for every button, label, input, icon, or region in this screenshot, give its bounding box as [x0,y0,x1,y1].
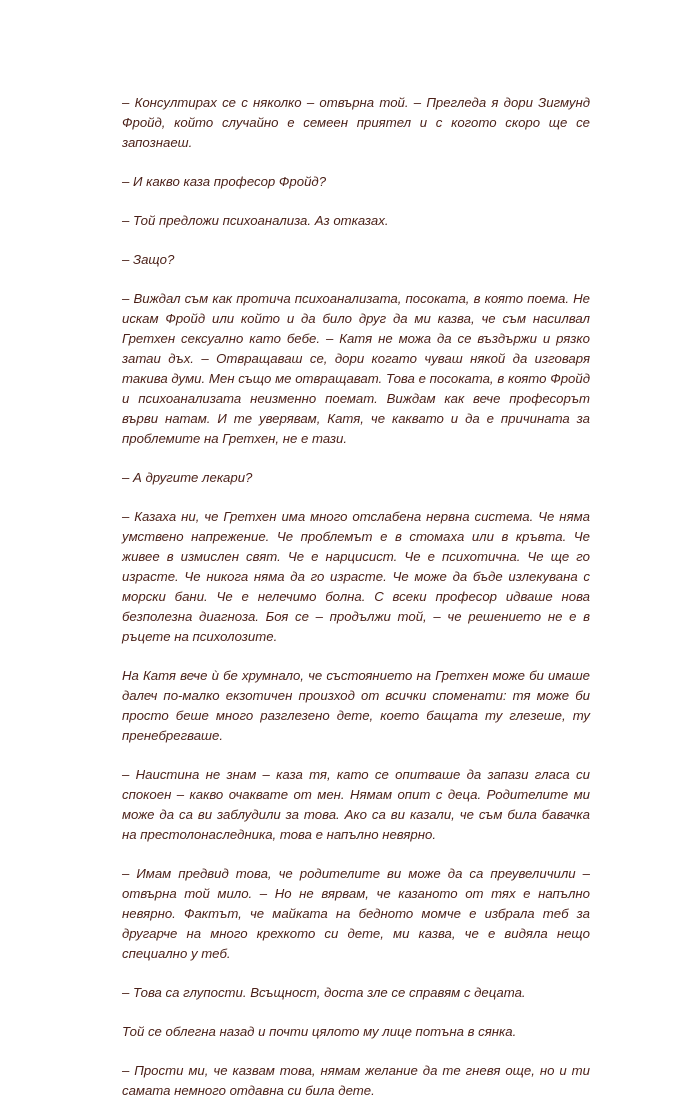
paragraph: Той се облегна назад и почти цялото му лице потъна в сянка. [122,1024,517,1039]
paragraph: – Наистина не знам – каза тя, като се опитваше да запази гласа си спокоен – какво очаквате от мен. Нямам опит с деца. Родителите ми може да са ви заблудили за това. Ако са ви казали, че съм била бавачка на престолонаследника, това е напълно невярно. [122,767,590,842]
paragraph: – А другите лекари? [122,470,253,485]
paragraph: – Защо? [122,252,175,267]
body-text [122,93,590,1120]
paragraph: – Казаха ни, че Гретхен има много отслабена нервна система. Че няма умствено напрежение. Че проблемът е в стомаха или в кръвта. Че живее в измислен свят. Че е нарцисист. Че е психотична. Че ще го израсте. Че никога няма да го израсте. Че може да бъде излекувана с морски бани. Че е нелечимо болна. С всеки професор идваше нова безполезна диагноза. Боя се – продължи той, – че решението не е в ръцете на психолозите. [122,509,590,644]
paragraph: – Това са глупости. Всъщност, доста зле се справям с децата. [122,985,526,1000]
paragraph: – Имам предвид това, че родителите ви може да са преувеличили – отвърна той мило. – Но не вярвам, че казаното от тях е напълно невярно. Фактът, че майката на бедното момче е избрала теб за другарче на много крехкото си дете, ми казва, че е видяла нещо специално у теб. [122,866,590,961]
paragraph: – Консултирах се с няколко – отвърна той. – Прегледа я дори Зигмунд Фройд, който случайно е семеен приятел и с когото скоро ще се запознаеш. [122,95,590,150]
paragraph: – И какво каза професор Фройд? [122,174,327,189]
paragraph: На Катя вече ѝ бе хрумнало, че състоянието на Гретхен може би имаше далеч по-малко екзотичен произход от всички споменати: тя може би просто беше много разглезено дете, което бащата ту глезеше, ту пренебрегваше. [122,668,590,743]
paragraph: – Той предложи психоанализа. Аз отказах. [122,213,389,228]
paragraph: – Прости ми, че казвам това, нямам желание да те гневя още, но и ти самата немного отдавна си била дете. [122,1063,590,1098]
paragraph: – Виждал съм как протича психоанализата, посоката, в която поема. Не искам Фройд или който и да било друг да ми казва, че съм насилвал Гретхен сексуално като бебе. – Катя не можа да се въздържи и рязко затаи дъх. – Отвращаваш се, дори когато чуваш някой да изговаря такива думи. Мен също ме отвращават. Това е посоката, в която Фройд и психоанализата неизменно поемат. Виждам как вече професорът върви натам. И те уверявам, Катя, че каквато и да е причината за проблемите на Гретхен, не е тази. [122,291,590,446]
